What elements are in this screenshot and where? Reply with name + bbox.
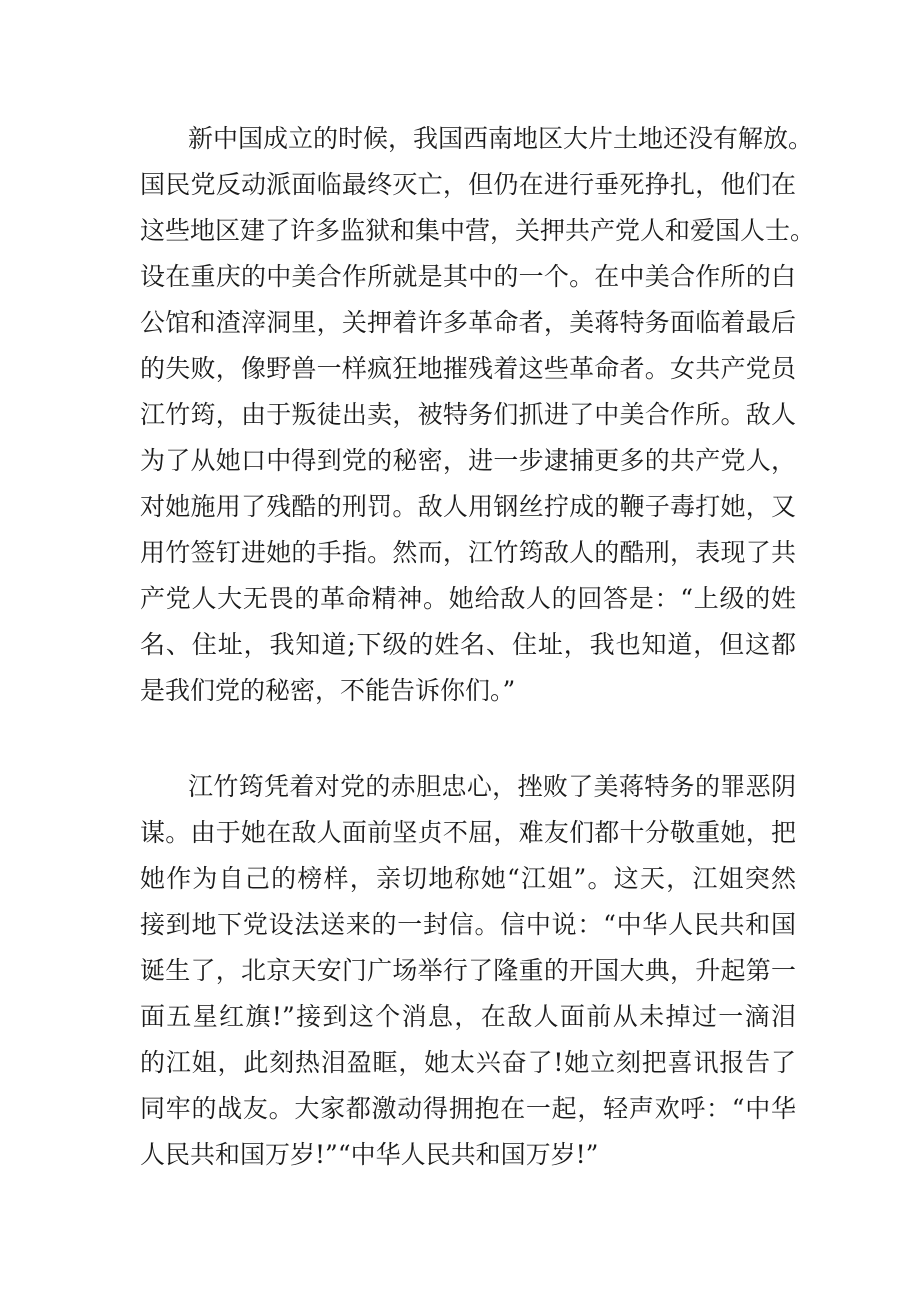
text-line: 的失败，像野兽一样疯狂地摧残着这些革命者。女共产党员: [140, 354, 796, 383]
text-line: 人民共和国万岁!”“中华人民共和国万岁!”: [140, 1140, 599, 1169]
text-line: 是我们党的秘密，不能告诉你们。”: [140, 676, 516, 705]
text-line: 用竹签钉进她的手指。然而，江竹筠敌人的酷刑，表现了共: [140, 538, 796, 567]
text-line: 接到地下党设法送来的一封信。信中说：“中华人民共和国: [140, 910, 796, 939]
text-line: 面五星红旗!”接到这个消息，在敌人面前从未掉过一滴泪: [140, 1002, 796, 1031]
text-line: 这些地区建了许多监狱和集中营，关押共产党人和爱国人士。: [140, 216, 816, 245]
text-line: 名、住址，我知道;下级的姓名、住址，我也知道，但这都: [140, 630, 796, 659]
text-line: 的江姐，此刻热泪盈眶，她太兴奋了!她立刻把喜讯报告了: [140, 1048, 796, 1077]
text-line: 她作为自己的榜样，亲切地称她“江姐”。这天，江姐突然: [140, 864, 796, 893]
text-line: 国民党反动派面临最终灭亡，但仍在进行垂死挣扎，他们在: [140, 170, 796, 199]
text-line: 为了从她口中得到党的秘密，进一步逮捕更多的共产党人，: [140, 446, 796, 475]
text-line: 谋。由于她在敌人面前坚贞不屈，难友们都十分敬重她，把: [140, 818, 796, 847]
text-line: 同牢的战友。大家都激动得拥抱在一起，轻声欢呼：“中华: [140, 1094, 796, 1123]
text-line: 江竹筠凭着对党的赤胆忠心，挫败了美蒋特务的罪恶阴: [188, 772, 796, 801]
text-line: 诞生了，北京天安门广场举行了隆重的开国大典，升起第一: [140, 956, 796, 985]
text-line: 江竹筠，由于叛徒出卖，被特务们抓进了中美合作所。敌人: [140, 400, 796, 429]
text-line: 对她施用了残酷的刑罚。敌人用钢丝拧成的鞭子毒打她，又: [140, 492, 796, 521]
text-line: 新中国成立的时候，我国西南地区大片土地还没有解放。: [188, 124, 814, 153]
text-line: 产党人大无畏的革命精神。她给敌人的回答是：“上级的姓: [140, 584, 796, 613]
text-line: 设在重庆的中美合作所就是其中的一个。在中美合作所的白: [140, 262, 796, 291]
text-line: 公馆和渣滓洞里，关押着许多革命者，美蒋特务面临着最后: [140, 308, 796, 337]
